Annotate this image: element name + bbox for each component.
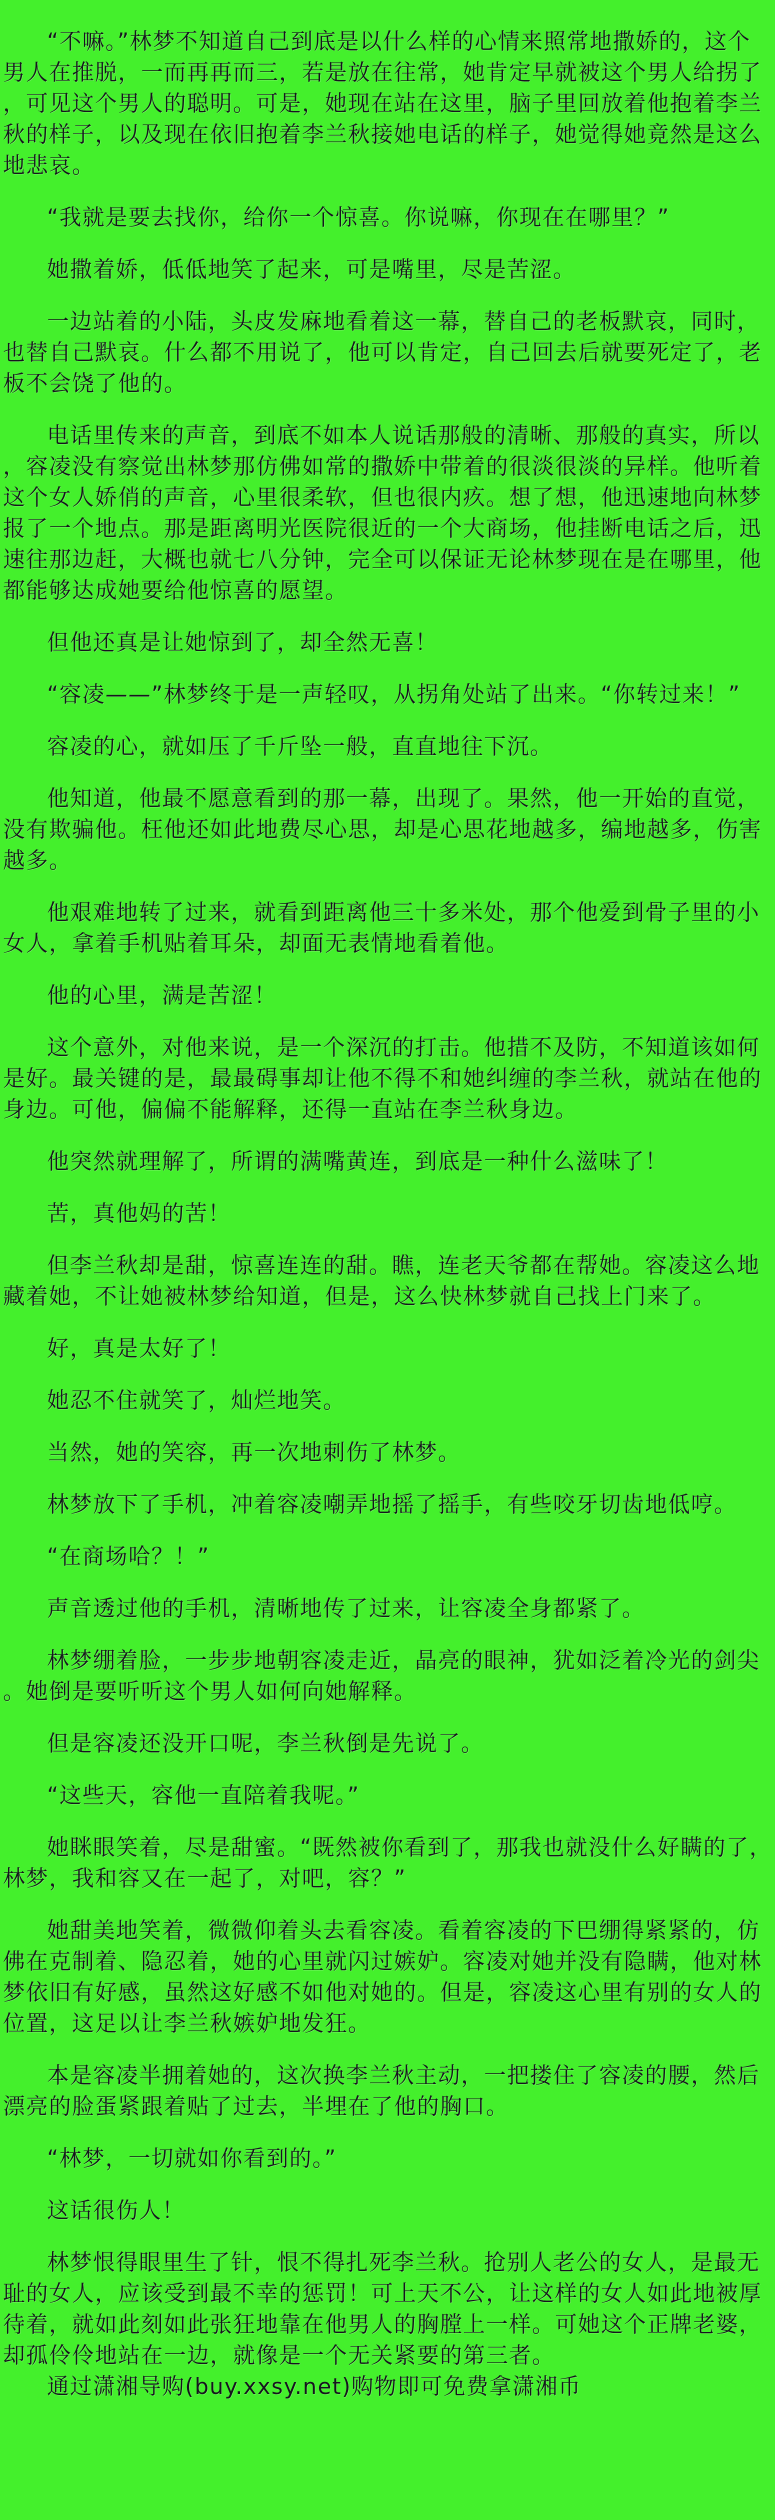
paragraph: 苦，真他妈的苦！ bbox=[47, 1202, 232, 1227]
promo-line: 通过潇湘导购(buy.xxsy.net)购物即可免费拿潇湘币 bbox=[47, 2375, 582, 2400]
paragraph: 林梦绷着脸，一步步地朝容凌走近，晶亮的眼神，犹如泛着冷光的剑尖。她倒是要听听这个男人如何向她解释。 bbox=[3, 1649, 761, 1705]
paragraph: “林梦，一切就如你看到的。” bbox=[47, 2147, 337, 2172]
paragraph: “不嘛。”林梦不知道自己到底是以什么样的心情来照常地撒娇的，这个男人在推脱，一而再再而三，若是放在往常，她肯定早就被这个男人给拐了，可见这个男人的聪明。可是，她现在站在这里，脑子里回放着他抱着李兰秋的样子，以及现在依旧抱着李兰秋接她电话的样子，她觉得她竟然是这么地悲哀。 bbox=[3, 30, 763, 179]
paragraph: 她忍不住就笑了，灿烂地笑。 bbox=[47, 1389, 347, 1414]
paragraph: 这话很伤人！ bbox=[47, 2199, 186, 2224]
paragraph: 一边站着的小陆，头皮发麻地看着这一幕，替自己的老板默哀，同时，也替自己默哀。什么都不用说了，他可以肯定，自己回去后就要死定了，老板不会饶了他的。 bbox=[3, 310, 763, 397]
paragraph: 林梦恨得眼里生了针，恨不得扎死李兰秋。抢别人老公的女人，是最无耻的女人，应该受到最不幸的惩罚！可上天不公，让这样的女人如此地被厚待着，就如此刻如此张狂地靠在他男人的胸膛上一样。可她这个正牌老婆，却孤伶伶地站在一边，就像是一个无关紧要的第三者。 bbox=[3, 2251, 763, 2369]
paragraph: 这个意外，对他来说，是一个深沉的打击。他措不及防，不知道该如何是好。最关键的是，最最碍事却让他不得不和她纠缠的李兰秋，就站在他的身边。可他，偏偏不能解释，还得一直站在李兰秋身边。 bbox=[3, 1036, 763, 1123]
paragraph: 林梦放下了手机，冲着容凌嘲弄地摇了摇手，有些咬牙切齿地低哼。 bbox=[47, 1493, 738, 1518]
paragraph: 好，真是太好了！ bbox=[47, 1337, 232, 1362]
chapter-text bbox=[3, 27, 773, 2372]
paragraph: 本是容凌半拥着她的，这次换李兰秋主动，一把搂住了容凌的腰，然后漂亮的脸蛋紧跟着贴了过去，半埋在了他的胸口。 bbox=[3, 2064, 761, 2120]
paragraph: “这些天，容他一直陪着我呢。” bbox=[47, 1784, 360, 1809]
paragraph: 声音透过他的手机，清晰地传了过来，让容凌全身都紧了。 bbox=[47, 1597, 646, 1622]
paragraph: “我就是要去找你，给你一个惊喜。你说嘛，你现在在哪里？” bbox=[47, 206, 670, 231]
paragraph: 他突然就理解了，所谓的满嘴黄连，到底是一种什么滋味了！ bbox=[47, 1150, 669, 1175]
paragraph: 当然，她的笑容，再一次地刺伤了林梦。 bbox=[47, 1441, 462, 1466]
paragraph: 他的心里，满是苦涩！ bbox=[47, 984, 278, 1009]
paragraph: 她甜美地笑着，微微仰着头去看容凌。看着容凌的下巴绷得紧紧的，仿佛在克制着、隐忍着，她的心里就闪过嫉妒。容凌对她并没有隐瞒，他对林梦依旧有好感，虽然这好感不如他对她的。但是，容凌这心里有别的女人的位置，这足以让李兰秋嫉妒地发狂。 bbox=[3, 1919, 763, 2037]
paragraph: “容凌——”林梦终于是一声轻叹，从拐角处站了出来。“你转过来！” bbox=[47, 683, 741, 708]
paragraph: “在商场哈？！” bbox=[47, 1545, 210, 1570]
paragraph: 容凌的心，就如压了千斤坠一般，直直地往下沉。 bbox=[47, 735, 554, 760]
paragraph: 电话里传来的声音，到底不如本人说话那般的清晰、那般的真实，所以，容凌没有察觉出林梦那仿佛如常的撒娇中带着的很淡很淡的异样。他听着这个女人娇俏的声音，心里很柔软，但也很内疚。想了想，他迅速地向林梦报了一个地点。那是距离明光医院很近的一个大商场，他挂断电话之后，迅速往那边赶，大概也就七八分钟，完全可以保证无论林梦现在是在哪里，他都能够达成她要给他惊喜的愿望。 bbox=[3, 424, 763, 604]
paragraph: 他知道，他最不愿意看到的那一幕，出现了。果然，他一开始的直觉，没有欺骗他。枉他还如此地费尽心思，却是心思花地越多，编地越多，伤害越多。 bbox=[3, 787, 763, 874]
paragraph: 但李兰秋却是甜，惊喜连连的甜。瞧，连老天爷都在帮她。容凌这么地藏着她，不让她被林梦给知道，但是，这么快林梦就自己找上门来了。 bbox=[3, 1254, 761, 1310]
paragraph: 他艰难地转了过来，就看到距离他三十多米处，那个他爱到骨子里的小女人，拿着手机贴着耳朵，却面无表情地看着他。 bbox=[3, 901, 761, 957]
paragraph: 但是容凌还没开口呢，李兰秋倒是先说了。 bbox=[47, 1732, 485, 1757]
paragraph: 她撒着娇，低低地笑了起来，可是嘴里，尽是苦涩。 bbox=[47, 258, 577, 283]
paragraph: 但他还真是让她惊到了，却全然无喜！ bbox=[47, 631, 439, 656]
paragraph: 她眯眼笑着，尽是甜蜜。“既然被你看到了，那我也就没什么好瞒的了，林梦，我和容又在一起了，对吧，容？” bbox=[3, 1836, 773, 1892]
